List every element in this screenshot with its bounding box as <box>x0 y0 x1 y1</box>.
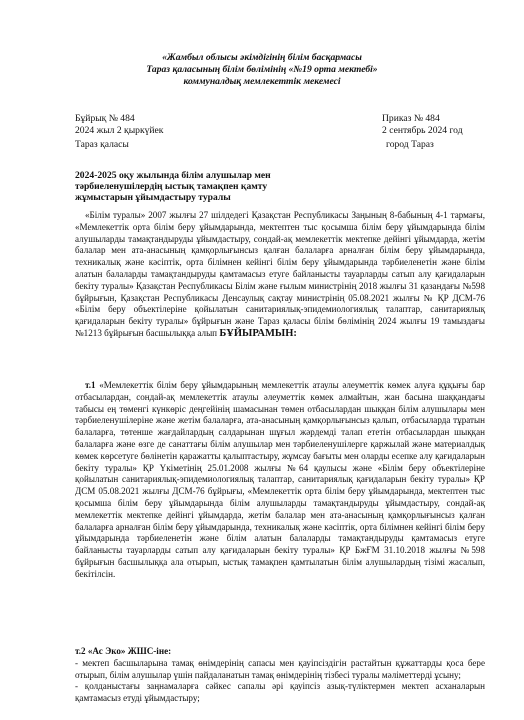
order-word: БҰЙЫРАМЫН: <box>219 327 297 339</box>
title-line-3: жұмыстарын ұйымдастыру туралы <box>75 192 231 203</box>
preamble-text: «Білім туралы» 2007 жылғы 27 шілдедегі Қазақстан Республикасы Заңының 8-бабының 4-1 тармағы, «Мемлекеттік орта білім беру ұйымдарында, мектептен тыс қосымша білім беру ұйымдарында білім алушыларды тамақтандыруды ұйымдастыру, сондай-ақ мемлекеттік мектепке дейінгі ұйымдарда, жетім балалар мен ата-анасының қамқорлығынсыз қалған балаларға арналған білім беру ұйымдарында, техникалық және кәсіптік, орта білімнен кейінгі білім беру ұйымдарында тәрбиеленетін және білім алатын балаларды тамақтандыруды қамтамасыз етуге байланысты тауарларды сатып алу қағидаларын бекіту туралы» Қазақстан Республикасы Білім және ғылым министрінің 2018 жылғы 31 қазандағы №598 бұйрығын, Қазақстан Республикасы Денсаулық сақтау министрінің 05.08.2021 жылғы № ҚР ДСМ-76 «Білім беру объектілеріне қойылатын санитариялық-эпидемиологиялық талаптар, санитариялық қағидаларын бекіту туралы» бұйрығын және Тараз қаласы білім бөлімінің 2024 жылғы 19 тамыздағы №1213 бұйрығын басшылыққа алып <box>75 210 485 338</box>
order-date-kz: 2024 жыл 2 қыркүйек <box>75 125 164 136</box>
item-2-bullet-1: - мектеп басшыларына тамақ өнімдерінің сапасы мен қауіпсіздігін растайтын құжаттарды қоса бере отырып, білім алушылар үшін пайдаланатын тамақ өнімдерінің тізбесі туралы мәліметтерді ұсыну; <box>75 657 485 680</box>
item-1-paragraph <box>75 380 485 581</box>
order-date-ru: 2 сентябрь 2024 год <box>382 125 463 136</box>
order-city-kz: Тараз қаласы <box>75 139 129 150</box>
order-number-kz: Бұйрық № 484 <box>75 113 135 124</box>
title-line-2: тәрбиеленушілердің ыстық тамақпен қамту <box>75 181 268 192</box>
header-line-3: коммуналдық мемлекеттік мекемесі <box>183 76 341 87</box>
order-city-ru: город Тараз <box>386 139 434 150</box>
header-line-1: «Жамбыл облысы әкімдігінің білім басқармасы <box>162 52 362 63</box>
item-2-heading: т.2 «Ас Эко» ЖШС-іне: <box>75 646 172 656</box>
document-title <box>75 170 305 203</box>
item-2-section <box>75 646 485 705</box>
order-number-ru: Приказ № 484 <box>382 113 440 124</box>
preamble-paragraph <box>75 210 485 340</box>
item-2-bullet-2: - қолданыстағы заңнамаларға сәйкес сапалы әрі қауіпсіз азық-түліктермен мектеп асханаларын қамтамасыз етуді ұйымдастыру; <box>75 681 485 704</box>
title-line-1: 2024-2025 оқу жылында білім алушылар мен <box>75 170 271 181</box>
item-1-text: «Мемлекеттік білім беру ұйымдарының мемлекеттік атаулы әлеуметтік көмек алуға құқығы бар отбасылардан, сондай-ақ мемлекеттік атаулы әлеуметтік көмек алмайтын, жан басына шаққандағы табысы ең төменгі күнкөріс деңгейінің шамасынан төмен отбасылардан шыққан білім алушылары мен тәрбиеленушілеріне және жетім балаларға, ата-анасының қамқорлығынсыз қалып, отбасыларда тұратын балаларға, төтенше жағдайлардың салдарынан шұғыл жәрдемді талап ететін отбасылардан шыққан балаларға және өзге де санаттағы білім алушылар мен тәрбиеленушілерге қаржылай және материалдық көмек көрсетуге бөлінетін қаражатты қалыптастыру, жұмсау бағыты мен оларды есепке алу қағидаларын бекіту туралы» ҚР Үкіметінің 25.01.2008 жылғы №64 қаулысы және «Білім беру объектілеріне қойылатын санитариялық-эпидемиологиялық талаптар, санитариялық қағидаларын бекіту туралы» ҚР ДСМ 05.08.2021 жылғы ДСМ-76 бұйрығы, «Мемлекеттік орта білім беру ұйымдарында, мектептен тыс қосымша білім беру ұйымдарында білім алушыларды тамақтандыруды ұйымдастыру, сондай-ақ мемлекеттік мектепке дейінгі ұйымдарда, жетім балалар мен ата-анасының қамқорлығынсыз қалған балаларға арналған білім беру ұйымдарында, техникалық және кәсіптік, орта білімнен кейінгі білім беру ұйымдарында тәрбиеленетін және білім алатын балаларды тамақтандыруды қамтамасыз етуге байланысты тауарларды сатып алу қағидаларын бекіту туралы» ҚР БжҒМ 31.10.2018 жылғы №598 бұйрығын басшылыққа ала отырып, ыстық тамақпен қамтылатын білім алушылардың тізімі жасалып, бекітілсін. <box>75 380 485 579</box>
item-1-number: т.1 <box>85 380 96 390</box>
header-line-2: Тараз қаласының білім бөлімінің «№19 орта мектебі» <box>146 64 378 75</box>
